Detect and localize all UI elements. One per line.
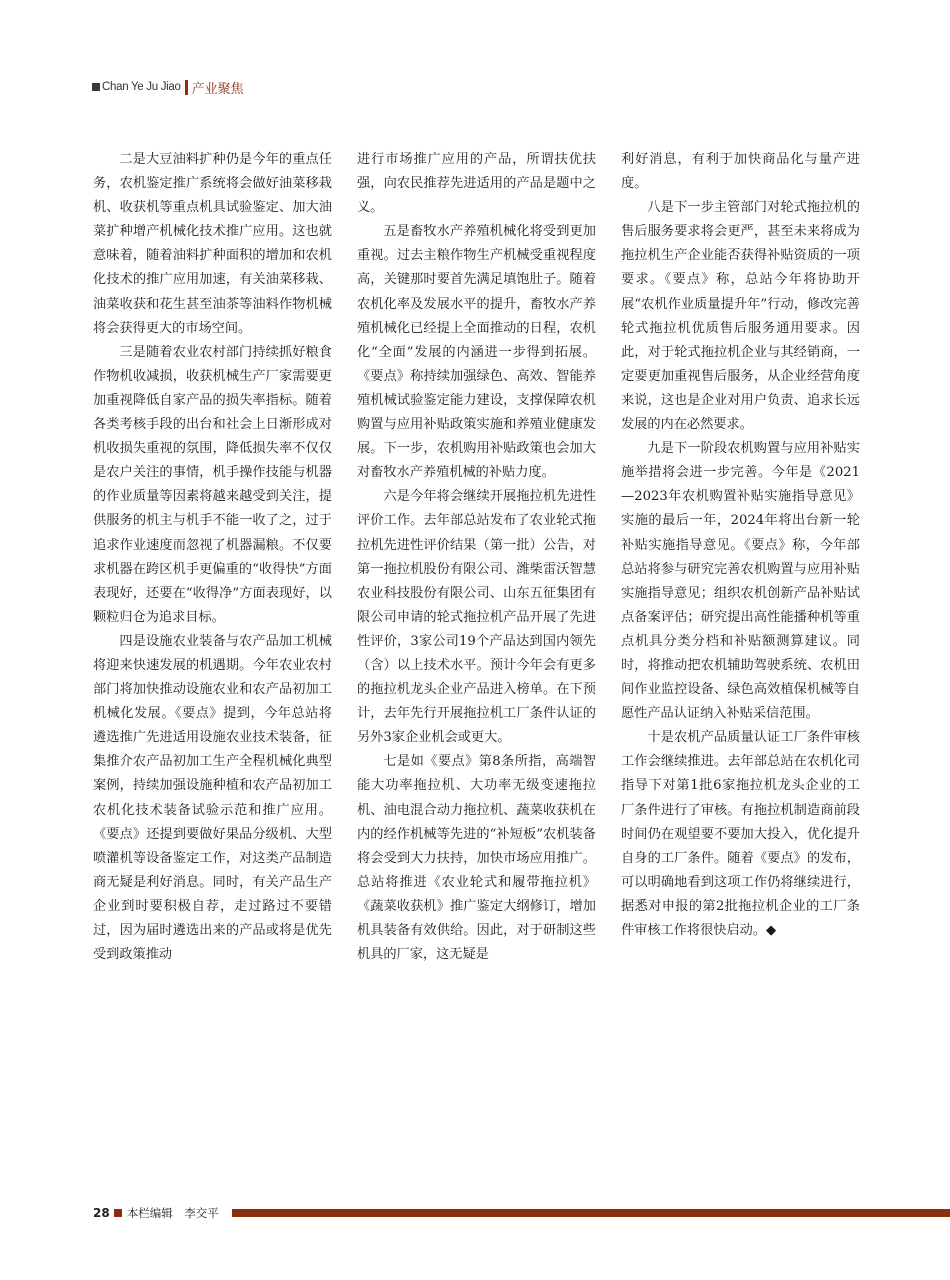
editor-credit: 本栏编辑 李交平: [126, 1206, 219, 1220]
paragraph: 七是如《要点》第8条所指，高端智能大功率拖拉机、大功率无级变速拖拉机、油电混合动力拖拉机、蔬菜收获机在内的经作机械等先进的“补短板”农机装备将会受到大力扶持，加快市场应用推广。总站将推进《农业轮式和履带拖拉机》《蔬菜收获机》推广鉴定大纲修订，增加机具装备有效供给。因此，对于研制这些机具的厂家，这无疑是: [357, 754, 596, 963]
paragraph: 四是设施农业装备与农产品加工机械将迎来快速发展的机遇期。今年农业农村部门将加快推动设施农业和农产品初加工机械化发展。《要点》提到，今年总站将遴选推广先进适用设施农业技术装备，征集推介农产品初加工生产全程机械化典型案例，持续加强设施种植和农产品初加工农机化技术装备试验示范和推广应用。《要点》还提到要做好果品分级机、大型喷灌机等设备鉴定工作，对这类产品制造商无疑是利好消息。同时，有关产品生产企业到时要积极自荐，走过路过不要错过，因为届时遴选出来的产品或将是优先受到政策推动: [93, 633, 332, 963]
paragraph: 三是随着农业农村部门持续抓好粮食作物机收减损，收获机械生产厂家需要更加重视降低自家产品的损失率指标。随着各类考核手段的出台和社会上日渐形成对机收损失重视的氛围，降低损失率不仅仅是农户关注的事情，机手操作技能与机器的作业质量等因素将越来越受到关注，提供服务的机主与机手不能一收了之，过于追求作业速度而忽视了机器漏粮。不仅要求机器在跨区机手更偏重的“收得快”方面表现好，还要在“收得净”方面表现好，以颗粒归仓为追求目标。: [93, 344, 332, 625]
page-number: 28: [93, 1206, 110, 1220]
paragraph: 十是农机产品质量认证工厂条件审核工作会继续推进。去年部总站在农机化司指导下对第1批6家拖拉机龙头企业的工厂条件进行了审核。有拖拉机制造商前段时间仍在观望要不要加大投入，优化提升自身的工厂条件。随着《要点》的发布，可以明确地看到这项工作仍将继续进行，据悉对申报的第2批拖拉机企业的工厂条件审核工作将很快启动。◆: [621, 730, 860, 938]
paragraph: 八是下一步主管部门对轮式拖拉机的售后服务要求将会更严，甚至未来将成为拖拉机生产企业能否获得补贴资质的一项要求。《要点》称，总站今年将协助开展“农机作业质量提升年”行动，修改完善轮式拖拉机优质售后服务通用要求。因此，对于轮式拖拉机企业与其经销商，一定要更加重视售后服务，从企业经营角度来说，这也是企业对用户负责、追求长远发展的内在必然要求。: [621, 200, 860, 433]
text-column-1: [93, 148, 332, 967]
footer-rule: [232, 1209, 950, 1217]
square-bullet-icon: [114, 1209, 122, 1217]
paragraph: 六是今年将会继续开展拖拉机先进性评价工作。去年部总站发布了农业轮式拖拉机先进性评价结果（第一批）公告，对第一拖拉机股份有限公司、潍柴雷沃智慧农业科技股份有限公司、山东五征集团有限公司申请的轮式拖拉机产品开展了先进性评价，3家公司19个产品达到国内领先（含）以上技术水平。预计今年会有更多的拖拉机龙头企业产品进入榜单。在下预计，去年先行开展拖拉机工厂条件认证的另外3家企业机会或更大。: [357, 489, 596, 746]
paragraph-continued: 进行市场推广应用的产品，所谓扶优扶强，向农民推荐先进适用的产品是题中之义。: [357, 152, 596, 216]
section-pinyin: Chan Ye Ju Jiao: [102, 81, 181, 93]
paragraph: 九是下一阶段农机购置与应用补贴实施举措将会进一步完善。今年是《2021—2023年农机购置补贴实施指导意见》实施的最后一年，2024年将出台新一轮补贴实施指导意见。《要点》称，今年部总站将参与研究完善农机购置与应用补贴实施指导意见；组织农机创新产品补贴试点备案评估；研究提出高性能播种机等重点机具分类分档和补贴额测算建议。同时，将推动把农机辅助驾驶系统、农机田间作业监控设备、绿色高效植保机械等自愿性产品认证纳入补贴采信范围。: [621, 441, 860, 722]
paragraph: 二是大豆油料扩种仍是今年的重点任务，农机鉴定推广系统将会做好油菜移栽机、收获机等重点机具试验鉴定、加大油菜扩种增产机械化技术推广应用。这也就意味着，随着油料扩种面积的增加和农机化技术的推广应用加速，有关油菜移栽、油菜收获和花生甚至油茶等油料作物机械将会获得更大的市场空间。: [93, 152, 332, 336]
paragraph: 五是畜牧水产养殖机械化将受到更加重视。过去主粮作物生产机械受重视程度高，关键那时要首先满足填饱肚子。随着农机化率及发展水平的提升，畜牧水产养殖机械化已经提上全面推动的日程，农机化“全面”发展的内涵进一步得到拓展。《要点》称持续加强绿色、高效、智能养殖机械试验鉴定能力建设，支撑保障农机购置与应用补贴政策实施和养殖业健康发展。下一步，农机购用补贴政策也会加大对畜牧水产养殖机械的补贴力度。: [357, 224, 596, 481]
section-title: 产业聚焦: [191, 81, 244, 97]
paragraph-continued: 利好消息，有利于加快商品化与量产进度。: [621, 152, 860, 192]
header-divider: [185, 80, 188, 95]
square-bullet-icon: [92, 83, 100, 91]
text-column-2: [357, 148, 596, 967]
text-column-3: [621, 148, 860, 943]
page-header: [92, 77, 244, 97]
page-footer: [93, 1205, 219, 1221]
